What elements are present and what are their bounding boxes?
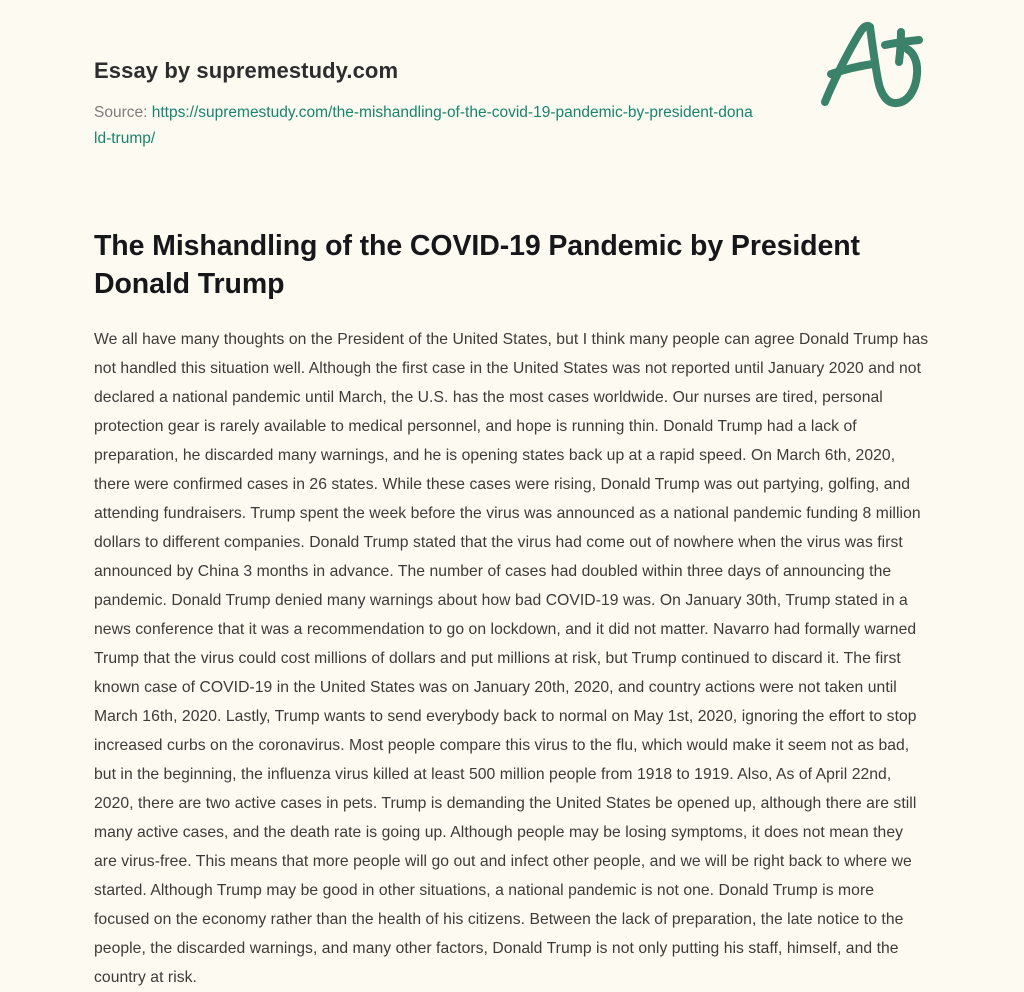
page-header bbox=[94, 0, 930, 151]
a-plus-logo-icon bbox=[815, 16, 935, 112]
page-title: The Mishandling of the COVID-19 Pandemic by President Donald Trump bbox=[94, 229, 860, 300]
source-url-link[interactable]: https://supremestudy.com/the-mishandling-of-the-covid-19-pandemic-by-president-donald-trump/ bbox=[94, 104, 753, 147]
essay-body-text: We all have many thoughts on the President of the United States, but I think many people can agree Donald Trump has not handled this situation well. Although the first case in the United States was not reported until January 2020 and not declared a national pandemic until March, the U.S. has the most cases worldwide. Our nurses are tired, personal protection gear is rarely available to medical personnel, and hope is running thin. Donald Trump had a lack of preparation, he discarded many warnings, and he is opening states back up at a rapid speed. On March 6th, 2020, there were confirmed cases in 26 states. While these cases were rising, Donald Trump was out partying, golfing, and attending fundraisers. Trump spent the week before the virus was announced as a national pandemic funding 8 million dollars to different companies. Donald Trump stated that the virus had come out of nowhere when the virus was first announced by China 3 months in advance. The number of cases had doubled within three days of announcing the pandemic. Donald Trump denied many warnings about how bad COVID-19 was. On January 30th, Trump stated in a news conference that it was a recommendation to go on lockdown, and it did not matter. Navarro had formally warned Trump that the virus could cost millions of dollars and put millions at risk, but Trump continued to discard it. The first known case of COVID-19 in the United States was on January 20th, 2020, and country actions were not taken until March 16th, 2020. Lastly, Trump wants to send everybody back to normal on May 1st, 2020, ignoring the effort to stop increased curbs on the coronavirus. Most people compare this virus to the flu, which would make it seem not as bad, but in the beginning, the influenza virus killed at least 500 million people from 1918 to 1919. Also, As of April 22nd, 2020, there are two active cases in pets. Trump is demanding the United States be opened up, although there are still many active cases, and the death rate is going up. Although people may be losing symptoms, it does not mean they are virus-free. This means that more people will go out and infect other people, and we will be right back to where we started. Although Trump may be good in other situations, a national pandemic is not one. Donald Trump is more focused on the economy rather than the health of his citizens. Between the lack of preparation, the late notice to the people, the discarded warnings, and many other factors, Donald Trump is not only putting his staff, himself, and the country at risk. bbox=[94, 331, 929, 987]
brand-heading: Essay by supremestudy.com bbox=[94, 58, 399, 83]
a-plus-logo bbox=[815, 16, 935, 112]
source-line bbox=[94, 100, 754, 150]
source-label: Source: bbox=[94, 104, 148, 122]
